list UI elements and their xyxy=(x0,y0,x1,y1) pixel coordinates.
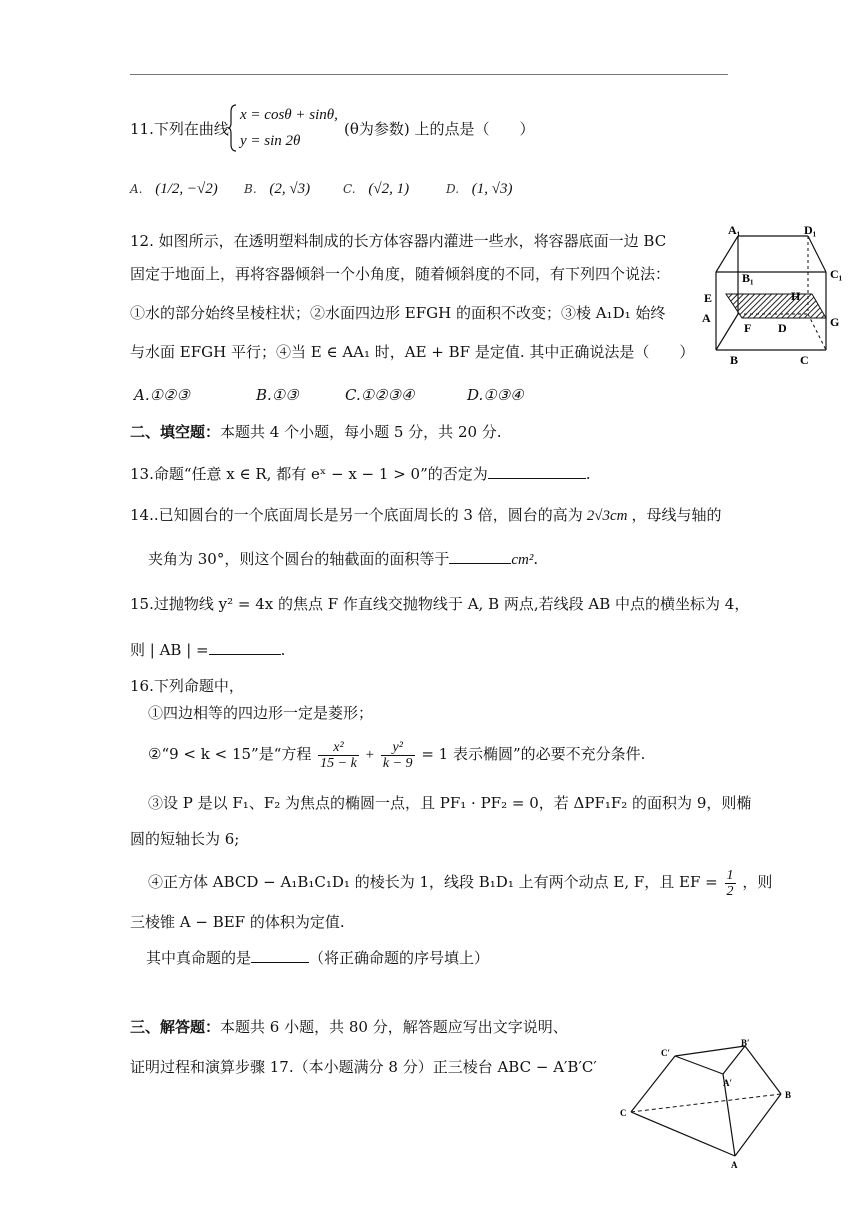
fig12-label-b: B xyxy=(730,353,739,367)
q11-param-note: (θ为参数) 上的点是（ ） xyxy=(344,120,535,138)
q16-fraction-y: $\frac{\text{y²}}{k - 9}$ xyxy=(382,739,413,771)
q14-answer-blank[interactable] xyxy=(449,549,511,564)
q15-line-2: 则 | AB | = . xyxy=(130,641,286,659)
q12-cuboid-figure xyxy=(696,222,846,374)
q17-frustum-figure xyxy=(615,1036,805,1170)
fig17-label-c-prime: C′ xyxy=(661,1048,671,1058)
q11-option-d: D. (1, √3) xyxy=(446,181,513,197)
fig12-label-h: H xyxy=(791,289,801,303)
fig12-label-g: G xyxy=(830,315,840,329)
q16-fraction-x: $\frac{\text{x²}}{15 - k}$ xyxy=(320,739,357,771)
q12-line-3: ①水的部分始终呈棱柱状；②水面四边形 EFGH 的面积不改变；③棱 A₁D₁ 始终 xyxy=(130,304,666,322)
q16-answer-blank[interactable] xyxy=(251,948,309,963)
q11-system-x: x = cosθ + sinθ, xyxy=(240,107,338,123)
fig17-label-c: C xyxy=(620,1108,627,1118)
q16-answer-line: 其中真命题的是 （将正确命题的序号填上） xyxy=(146,949,490,967)
fig12-label-e: E xyxy=(704,291,713,305)
fig12-label-d: D xyxy=(778,321,787,335)
q16-proposition-1: ①四边相等的四边形一定是菱形； xyxy=(148,704,374,722)
fig12-label-b1: B₁ xyxy=(742,271,754,285)
q15-line-1: 15.过抛物线 y² = 4x 的焦点 F 作直线交抛物线于 A, B 两点,若线段 AB 中点的横坐标为 4， xyxy=(130,595,750,613)
q12-line-1: 12. 如图所示，在透明塑料制成的长方体容器内灌进一些水，将容器底面一边 BC xyxy=(130,232,667,250)
q16-proposition-4-line-2: 三棱锥 A − BEF 的体积为定值. xyxy=(130,913,345,931)
q12-line-2: 固定于地面上，再将容器倾斜一个小角度，随着倾斜度的不同，有下列四个说法： xyxy=(130,265,671,283)
fig17-label-a: A xyxy=(731,1160,738,1170)
fig17-label-b: B xyxy=(785,1090,792,1100)
q16-proposition-3-line-1: ③设 P 是以 F₁、F₂ 为焦点的椭圆一点，且 PF₁ · PF₂ = 0，若 ΔPF₁F₂ 的面积为 9，则椭 xyxy=(148,794,752,812)
q11-option-a: A. (1/2, −√2) xyxy=(130,181,218,197)
q16-proposition-2: ②“9 < k < 15”是“方程 $\frac{\text{x²}}{15 - k}$ + $\frac{\text{y²}}{k - 9}$ = 1 表示椭圆”的必要不充分条件. xyxy=(148,739,646,771)
q16-proposition-4-line-1: ④正方体 ABCD − A₁B₁C₁D₁ 的棱长为 1，线段 B₁D₁ 上有两个动点 E, F，且 EF = $\frac{1}{2}$ ，则 xyxy=(148,867,773,899)
q15-answer-blank[interactable] xyxy=(209,640,281,655)
q12-option-b: B.①③ xyxy=(256,386,299,404)
left-brace-icon xyxy=(228,104,238,152)
fig12-label-d1: D₁ xyxy=(804,223,817,237)
fig12-label-c1: C₁ xyxy=(830,267,843,281)
q16-proposition-3-line-2: 圆的短轴长为 6; xyxy=(130,830,240,848)
q16-intro: 16.下列命题中， xyxy=(130,677,244,695)
q12-option-c: C.①②③④ xyxy=(345,386,415,404)
q11-option-b: B. (2, √3) xyxy=(244,181,311,197)
q11-prefix: 11.下列在曲线 xyxy=(130,120,229,138)
q12-option-d: D.①③④ xyxy=(467,386,524,404)
q12-option-a: A.①②③ xyxy=(134,386,190,404)
fig17-label-a-prime: A′ xyxy=(723,1078,733,1088)
fig12-label-f: F xyxy=(744,321,752,335)
q14-line-1: 14..已知圆台的一个底面周长是另一个底面周长的 3 倍，圆台的高为 2√3cm ，母线与轴的 xyxy=(130,506,722,524)
q11-option-c: C. (√2, 1) xyxy=(343,181,410,197)
fig17-label-b-prime: B′ xyxy=(741,1038,750,1048)
section-3-heading: 三、解答题：本题共 6 小题，共 80 分，解答题应写出文字说明、 xyxy=(130,1018,568,1036)
q17-line: 证明过程和演算步骤 17.（本小题满分 8 分）正三棱台 ABC − A′B′C′ xyxy=(130,1058,597,1076)
q14-line-2: 夹角为 30°，则这个圆台的轴截面的面积等于 cm². xyxy=(148,550,539,568)
q12-line-4: 与水面 EFGH 平行；④当 E ∈ AA₁ 时，AE + BF 是定值. 其中正确说法是（ ） xyxy=(130,343,695,361)
section-2-heading: 二、填空题：本题共 4 个小题，每小题 5 分，共 20 分. xyxy=(130,423,502,441)
q11-system-y: y = sin 2θ xyxy=(240,133,301,149)
fig12-label-c: C xyxy=(800,353,809,367)
header-rule xyxy=(130,74,728,75)
q13-text: 13.命题“任意 x ∈ R, 都有 eˣ − x − 1 > 0”的否定为 . xyxy=(130,465,591,483)
fig12-label-a1: A₁ xyxy=(728,223,741,237)
fig12-label-a: A xyxy=(702,311,711,325)
q13-answer-blank[interactable] xyxy=(488,464,586,479)
q16-fraction-half: $\frac{1}{2}$ xyxy=(726,867,734,899)
